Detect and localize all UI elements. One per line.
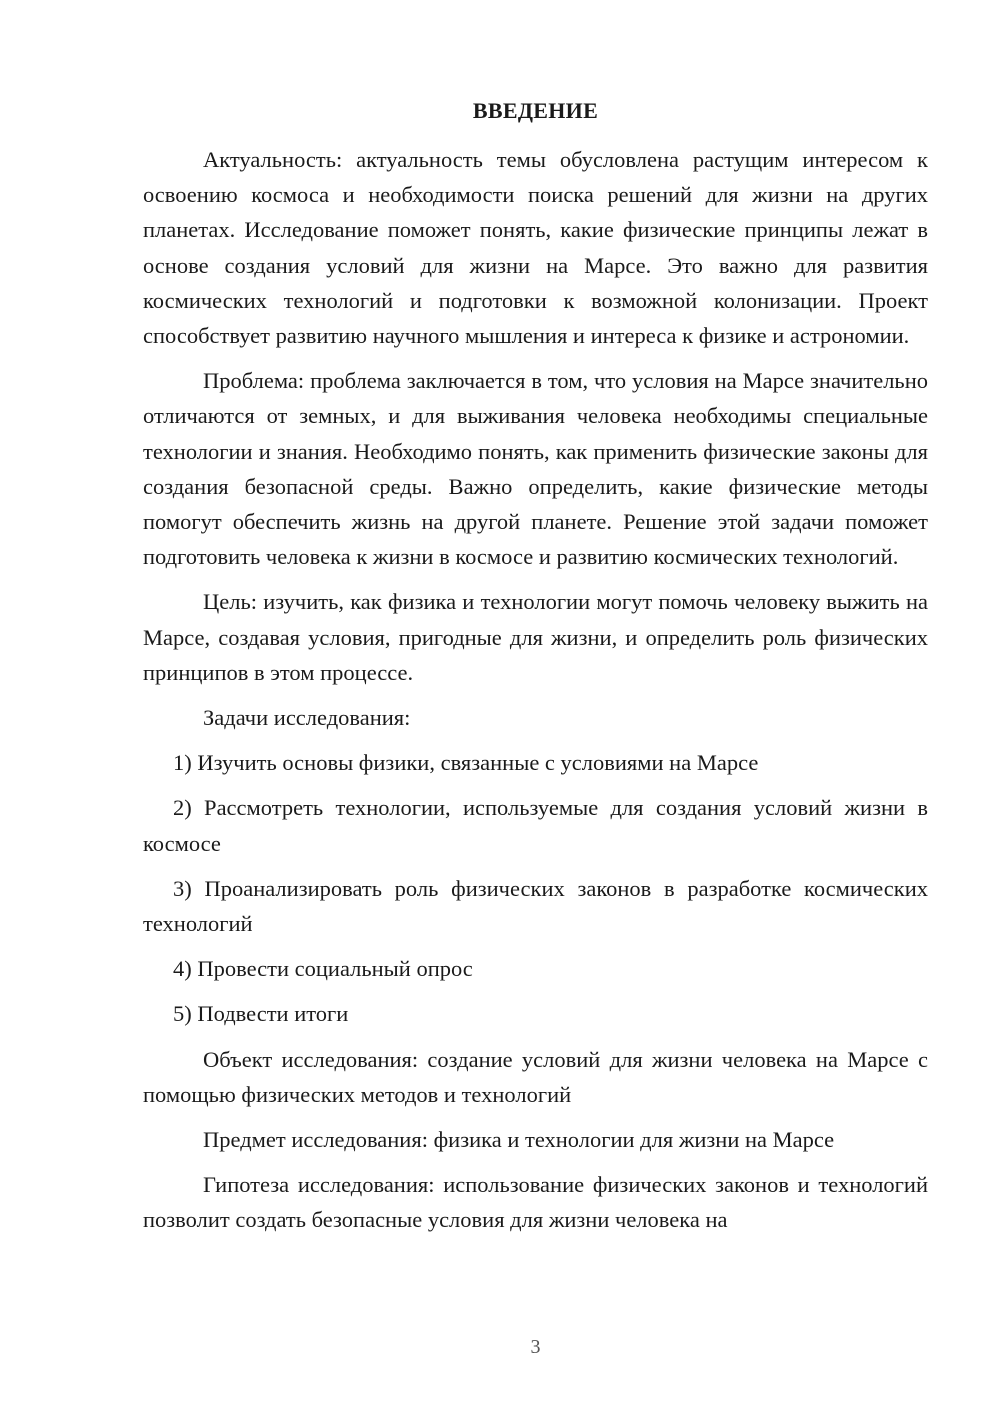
task-item-4: 4) Провести социальный опрос [173, 956, 473, 982]
paragraph-object: Объект исследования: создание условий для жизни человека на Марсе с помощью физических методов и технологий [143, 1046, 928, 1107]
task-item-3: 3) Проанализировать роль физических законов в разработке космических технологий [143, 875, 928, 937]
paragraph-goal: Цель: изучить, как физика и технологии могут помочь человеку выжить на Марсе, создавая условия, пригодные для жизни, и определить роль физических принципов в этом процессе. [143, 589, 928, 685]
task-item-5: 5) Подвести итоги [173, 1001, 349, 1027]
paragraph-relevance: Актуальность: актуальность темы обусловлена растущим интересом к освоению космоса и необходимости поиска решений для жизни на других планетах. Исследование поможет понять, какие физические принципы лежат в основе создания условий для жизни на Марсе. Это важно для развития космических технологий и подготовки к возможной колонизации. Проект способствует развитию научного мышления и интереса к физике и астрономии. [143, 147, 928, 349]
task-item-1: 1) Изучить основы физики, связанные с условиями на Марсе [173, 750, 759, 776]
section-title: ВВЕДЕНИЕ [472, 98, 599, 123]
task-item-2: 2) Рассмотреть технологии, используемые для создания условий жизни в космосе [143, 795, 928, 856]
paragraph-hypothesis: Гипотеза исследования: использование физических законов и технологий позволит создать безопасные условия для жизни человека на [143, 1172, 928, 1233]
document-body [143, 142, 928, 1248]
document-page [143, 0, 928, 1414]
tasks-heading: Задачи исследования: [203, 705, 411, 731]
paragraph-problem: Проблема: проблема заключается в том, что условия на Марсе значительно отличаются от земных, и для выживания человека необходимы специальные технологии и знания. Необходимо понять, как применить физические законы для создания безопасной среды. Важно определить, какие физические методы помогут обеспечить жизнь на другой планете. Решение этой задачи поможет подготовить человека к жизни в космосе и развитию космических технологий. [143, 368, 928, 570]
paragraph-subject: Предмет исследования: физика и технологии для жизни на Марсе [203, 1127, 835, 1153]
page-number: 3 [530, 1336, 541, 1358]
